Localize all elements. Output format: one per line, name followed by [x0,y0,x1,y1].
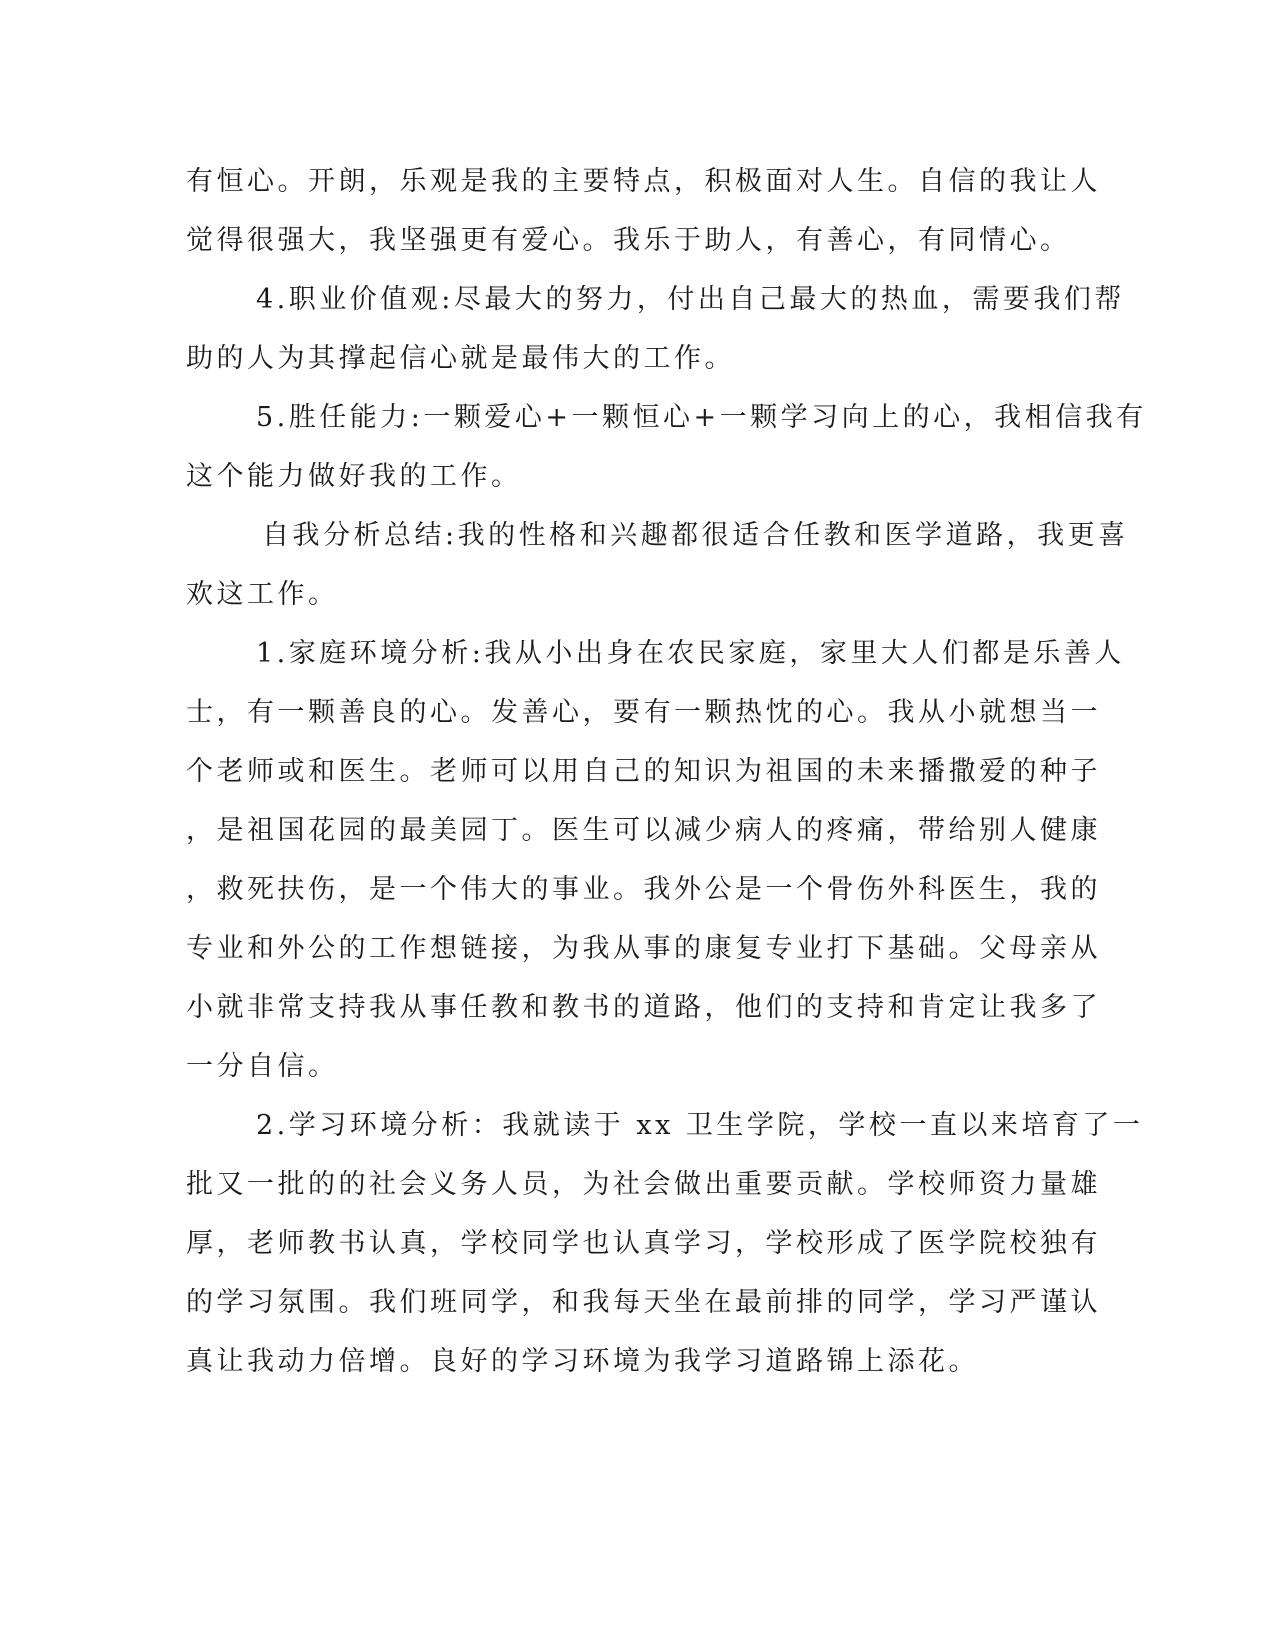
text-line-14: 专业和外公的工作想链接，为我从事的康复专业打下基础。父母亲从 [186,933,1101,964]
text-line-15: 小就非常支持我从事任教和教书的道路，他们的支持和肯定让我多了 [186,992,1101,1023]
text-line-21: 真让我动力倍增。良好的学习环境为我学习道路锦上添花。 [186,1346,979,1377]
text-line-16: 一分自信。 [186,1051,339,1082]
text-line-5: 5.胜任能力:一颗爱心+一颗恒心+一颗学习向上的心，我相信我有 [256,402,1147,433]
text-line-9: 1.家庭环境分析:我从小出身在农民家庭，家里大人们都是乐善人 [256,638,1125,669]
text-line-11: 个老师或和医生。老师可以用自己的知识为祖国的未来播撒爱的种子 [186,756,1101,787]
text-line-10: 士，有一颗善良的心。发善心，要有一颗热忱的心。我从小就想当一 [186,697,1101,728]
text-line-12: ，是祖国花园的最美园丁。医生可以减少病人的疼痛，带给别人健康 [186,815,1101,846]
text-line-17: 2.学习环境分析：我就读于 xx 卫生学院，学校一直以来培育了一 [256,1110,1144,1141]
text-line-4: 助的人为其撑起信心就是最伟大的工作。 [186,343,735,374]
text-line-7: 自我分析总结:我的性格和兴趣都很适合任教和医学道路，我更喜 [262,520,1129,551]
text-line-2: 觉得很强大，我坚强更有爱心。我乐于助人，有善心，有同情心。 [186,225,1071,256]
text-line-3: 4.职业价值观:尽最大的努力，付出自己最大的热血，需要我们帮 [256,284,1125,315]
text-line-6: 这个能力做好我的工作。 [186,461,522,492]
text-line-20: 的学习氛围。我们班同学，和我每天坐在最前排的同学，学习严谨认 [186,1287,1101,1318]
text-line-1: 有恒心。开朗，乐观是我的主要特点，积极面对人生。自信的我让人 [186,166,1101,197]
text-line-13: ，救死扶伤，是一个伟大的事业。我外公是一个骨伤外科医生，我的 [186,874,1101,905]
text-line-19: 厚，老师教书认真，学校同学也认真学习，学校形成了医学院校独有 [186,1228,1101,1259]
text-line-8: 欢这工作。 [186,579,339,610]
text-line-18: 批又一批的的社会义务人员，为社会做出重要贡献。学校师资力量雄 [186,1169,1101,1200]
